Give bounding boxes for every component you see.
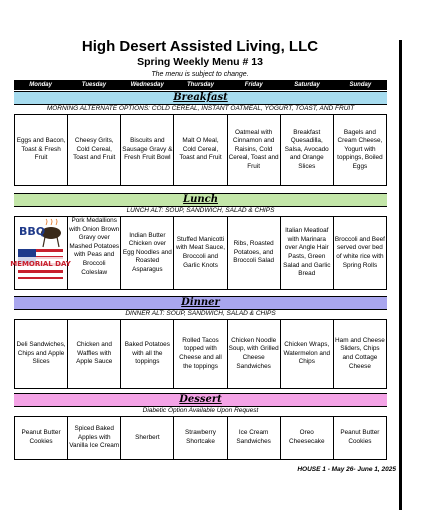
lunch-item: Ribs, Roasted Potatoes, and Broccoli Salad bbox=[227, 217, 280, 289]
menu-subtitle: Spring Weekly Menu # 13 bbox=[137, 56, 263, 68]
breakfast-item: Eggs and Bacon, Toast & Fresh Fruit bbox=[14, 115, 67, 185]
dessert-item: Ice Cream Sandwiches bbox=[227, 417, 280, 459]
dinner-item: Chicken and Waffles with Apple Sauce bbox=[67, 320, 120, 388]
lunch-item: Broccoli and Beef served over bed of white rice with Spring Rolls bbox=[333, 217, 387, 289]
lunch-section-title: Lunch bbox=[14, 193, 387, 207]
dessert-item: Oreo Cheesecake bbox=[280, 417, 333, 459]
dessert-item: Peanut Butter Cookies bbox=[333, 417, 387, 459]
day-header: Saturday bbox=[294, 82, 320, 88]
breakfast-alternates: MORNING ALTERNATE OPTIONS: COLD CEREAL, INSTANT OATMEAL, YOGURT, TOAST, AND FRUIT bbox=[14, 104, 387, 115]
day-header: Tuesday bbox=[81, 82, 107, 88]
dessert-section-title: Dessert bbox=[14, 393, 387, 407]
day-header: Sunday bbox=[349, 82, 372, 88]
house-date-footer: HOUSE 1 - May 26- June 1, 2025 bbox=[297, 466, 396, 473]
breakfast-item: Biscuits and Sausage Gravy & Fresh Fruit Bowl bbox=[120, 115, 173, 185]
dinner-item: Rolled Tacos topped with Cheese and all the toppings bbox=[173, 320, 226, 388]
day-header: Thursday bbox=[186, 82, 214, 88]
day-header: Wednesday bbox=[130, 82, 164, 88]
lunch-row bbox=[10, 217, 387, 290]
day-header: Friday bbox=[244, 82, 263, 88]
dinner-item: Baked Potatoes with all the toppings bbox=[120, 320, 173, 388]
dessert-item: Sherbert bbox=[120, 417, 173, 459]
dinner-item: Ham and Cheese Sliders, Chips and Cottage Cheese bbox=[333, 320, 387, 388]
breakfast-row bbox=[14, 115, 387, 186]
dinner-item: Deli Sandwiches, Chips and Apple Slices bbox=[14, 320, 67, 388]
dessert-row bbox=[14, 417, 387, 460]
lunch-item: Stuffed Manicotti with Meat Sauce, Broccoli and Garlic Knots bbox=[173, 217, 226, 289]
lunch-item: Indian Butter Chicken over Egg Noodles and Roasted Asparagus bbox=[120, 217, 173, 289]
lunch-item: Italian Meatloaf with Marinara over Angle Hair Pasts, Green Salad and Garlic Bread bbox=[280, 217, 333, 289]
memorial-day-banner: MEMORIAL DAY bbox=[10, 260, 71, 268]
lunch-item: Pork Medallions with Onion Brown Gravy over Mashed Potatoes with Peas and Broccoli Coleslaw bbox=[67, 217, 120, 289]
breakfast-item: Breakfast Quesadilla, Salsa, Avocado and Orange Slices bbox=[280, 115, 333, 185]
dinner-section-title: Dinner bbox=[14, 296, 387, 310]
menu-note: The menu is subject to change. bbox=[151, 71, 249, 78]
breakfast-item: Malt O Meal, Cold Cereal, Toast and Fruit bbox=[173, 115, 226, 185]
dessert-item: Strawberry Shortcake bbox=[173, 417, 226, 459]
right-border-rule bbox=[399, 40, 402, 510]
dinner-row bbox=[14, 320, 387, 389]
dinner-alternates: DINNER ALT: SOUP, SANDWICH, SALAD & CHIPS bbox=[14, 309, 387, 320]
dessert-item: Peanut Butter Cookies bbox=[14, 417, 67, 459]
bbq-badge: BBQ bbox=[19, 225, 46, 238]
dinner-item: Chicken Noodle Soup, with Grilled Cheese Sandwiches bbox=[227, 320, 280, 388]
day-header-row bbox=[14, 80, 387, 90]
breakfast-item: Cheesy Grits, Cold Cereal, Toast and Fruit bbox=[67, 115, 120, 185]
page-title: High Desert Assisted Living, LLC bbox=[81, 38, 319, 55]
dessert-note: Diabetic Option Available Upon Request bbox=[14, 406, 387, 417]
lunch-alternates: LUNCH ALT: SOUP, SANDWICH, SALAD & CHIPS bbox=[14, 206, 387, 217]
breakfast-section-title: Breakfast bbox=[14, 91, 387, 105]
breakfast-item: Oatmeal with Cinnamon and Raisins, Cold Cereal, Toast and Fruit bbox=[227, 115, 280, 185]
dinner-item: Chicken Wraps, Watermelon and Chips bbox=[280, 320, 333, 388]
breakfast-item: Bagels and Cream Cheese, Yogurt with toppings, Boiled Eggs bbox=[333, 115, 387, 185]
dessert-item: Spiced Baked Apples with Vanilla Ice Cream bbox=[67, 417, 120, 459]
memorial-day-bbq-image bbox=[10, 219, 71, 285]
day-header: Monday bbox=[29, 82, 52, 88]
memorial-day-cell bbox=[10, 217, 71, 289]
